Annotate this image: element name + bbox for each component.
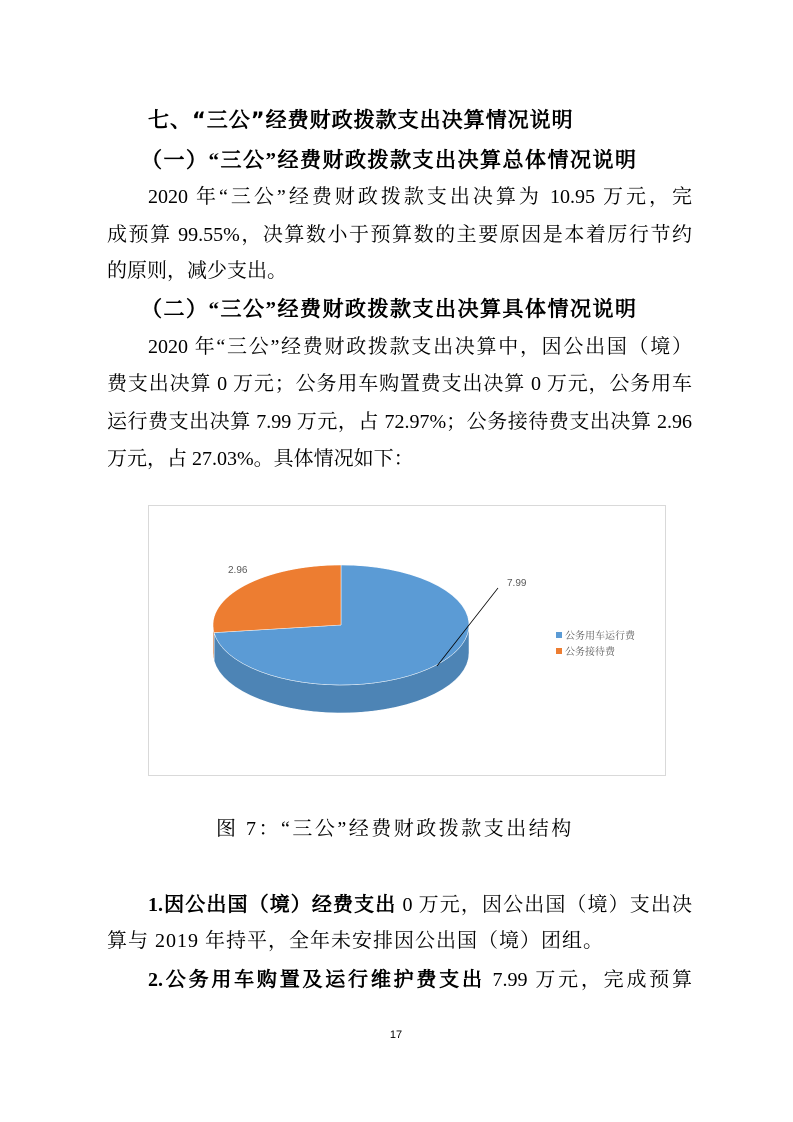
list-item-2-line-1 xyxy=(148,966,692,994)
paragraph-line: 的原则，减少支出。 xyxy=(107,260,287,282)
paragraph-line: 运行费支出决算 7.99 万元，占 72.97%；公务接待费支出决算 2.96 xyxy=(107,411,692,433)
section-title: 七、“三公”经费财政拨款支出决算情况说明 xyxy=(148,108,574,132)
legend-swatch-1 xyxy=(556,632,562,638)
page-number: 17 xyxy=(389,1029,403,1041)
pie-chart xyxy=(148,505,666,776)
paragraph-line: 费支出决算 0 万元；公务用车购置费支出决算 0 万元，公务用车 xyxy=(107,373,692,395)
paragraph-line: 2020 年“三公”经费财政拨款支出决算为 10.95 万元，完 xyxy=(148,186,692,208)
subsection-title-detail: （二）“三公”经费财政拨款支出决算具体情况说明 xyxy=(141,297,638,321)
paragraph-line: 2020 年“三公”经费财政拨款支出决算中，因公出国（境） xyxy=(148,336,692,358)
list-item-1-heading: 1.因公出国（境）经费支出 xyxy=(148,894,397,916)
legend-item-1 xyxy=(556,629,636,642)
paragraph-line: 万元，占 27.03%。具体情况如下： xyxy=(107,448,414,470)
pie-chart-canvas xyxy=(148,505,666,776)
figure-caption: 图 7：“三公”经费财政拨款支出结构 xyxy=(216,818,574,840)
list-item-1-text: 0 万元，因公出国（境）支出决 xyxy=(396,894,692,916)
list-item-2-text: 7.99 万元，完成预算 xyxy=(484,969,692,991)
subsection-title-overall: （一）“三公”经费财政拨款支出决算总体情况说明 xyxy=(141,148,638,172)
legend-item-2 xyxy=(556,645,616,658)
list-item-2-heading: 2.公务用车购置及运行维护费支出 xyxy=(148,969,485,991)
pie-group xyxy=(213,565,469,713)
list-item-1-line-2: 算与 2019 年持平，全年未安排因公出国（境）团组。 xyxy=(107,930,604,952)
paragraph-line: 成预算 99.55%，决算数小于预算数的主要原因是本着厉行节约 xyxy=(107,224,692,246)
data-label-1: 7.99 xyxy=(507,578,527,589)
legend-swatch-2 xyxy=(556,648,562,654)
list-item-1-line-1 xyxy=(148,891,692,919)
data-label-2: 2.96 xyxy=(228,565,248,576)
legend-label-1: 公务用车运行费 xyxy=(565,631,635,642)
legend-label-2: 公务接待费 xyxy=(565,647,615,658)
